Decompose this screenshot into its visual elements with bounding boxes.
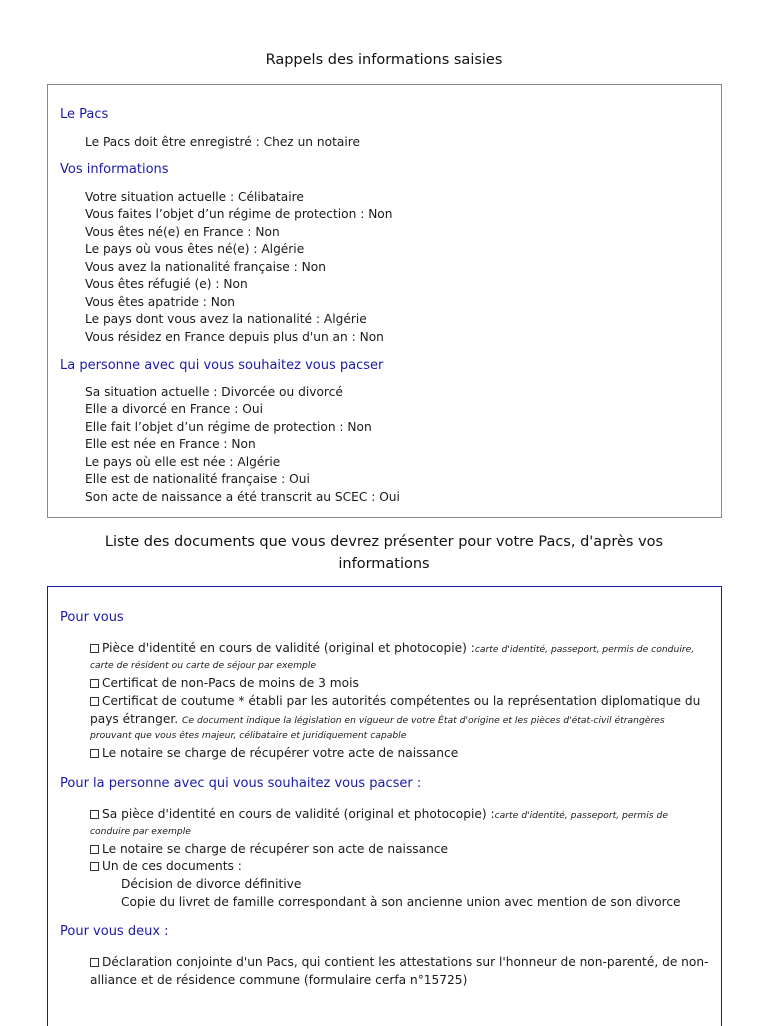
checkbox[interactable] (90, 697, 99, 706)
info-line: Vous avez la nationalité française : Non (85, 260, 326, 274)
checkbox[interactable] (90, 679, 99, 688)
doc-item: Pièce d'identité en cours de validité (original et photocopie) :carte d'identité, passeport, permis de conduire, (90, 641, 694, 655)
doc-item: Certificat de coutume * établi par les autorités compétentes ou la représentation diplomatique du (90, 694, 700, 708)
pour-partner-heading: Pour la personne avec qui vous souhaitez vous pacser : (60, 776, 422, 791)
pour-deux-heading: Pour vous deux : (60, 924, 169, 939)
partner-line: Sa situation actuelle : Divorcée ou divorcé (85, 385, 343, 399)
doc-item-continued: alliance et de résidence commune (formulaire cerfa n°15725) (90, 973, 468, 987)
recap-title: Rappels des informations saisies (265, 52, 503, 68)
doc-note: conduire par exemple (90, 826, 191, 837)
doc-item: Un de ces documents : (90, 859, 242, 873)
doc-item: Déclaration conjointe d'un Pacs, qui contient les attestations sur l'honneur de non-parenté, de non- (90, 955, 709, 969)
pour-vous-heading: Pour vous (60, 610, 124, 625)
checkbox[interactable] (90, 810, 99, 819)
doc-item: Le notaire se charge de récupérer son acte de naissance (90, 842, 448, 856)
doc-sub-item: Copie du livret de famille correspondant à son ancienne union avec mention de son divorce (121, 895, 681, 909)
checkbox[interactable] (90, 644, 99, 653)
doc-item: Le notaire se charge de récupérer votre acte de naissance (90, 746, 458, 760)
partner-line: Son acte de naissance a été transcrit au SCEC : Oui (85, 490, 400, 504)
info-line: Le pays où vous êtes né(e) : Algérie (85, 242, 305, 256)
partner-line: Le pays où elle est née : Algérie (85, 455, 281, 469)
partner-heading: La personne avec qui vous souhaitez vous pacser (60, 358, 384, 373)
info-line: Vous êtes apatride : Non (85, 295, 236, 309)
doc-item: Certificat de non-Pacs de moins de 3 mois (90, 676, 359, 690)
info-line: Vous êtes né(e) en France : Non (85, 225, 280, 239)
checkbox[interactable] (90, 958, 99, 967)
vos-informations-heading: Vos informations (60, 162, 169, 177)
documents-title: Liste des documents que vous devrez présenter pour votre Pacs, d'après vos informations (104, 534, 664, 572)
checkbox[interactable] (90, 845, 99, 854)
documents-box (47, 586, 722, 1026)
checkbox[interactable] (90, 749, 99, 758)
doc-item-continued: pays étranger. Ce document indique la législation en vigueur de votre État d'origine et les pièces d'état-civil étrangères (90, 712, 665, 726)
pacs-line: Le Pacs doit être enregistré : Chez un notaire (85, 135, 360, 149)
info-line: Vous faites l’objet d’un régime de protection : Non (85, 207, 393, 221)
info-line: Votre situation actuelle : Célibataire (85, 190, 304, 204)
checkbox[interactable] (90, 862, 99, 871)
doc-item: Sa pièce d'identité en cours de validité (original et photocopie) :carte d'identité, passeport, permis de (90, 807, 668, 821)
partner-line: Elle a divorcé en France : Oui (85, 402, 263, 416)
pacs-heading: Le Pacs (60, 107, 109, 122)
doc-note: prouvant que vous êtes majeur, célibataire et juridiquement capable (90, 730, 407, 741)
info-line: Vous résidez en France depuis plus d'un an : Non (85, 330, 384, 344)
doc-sub-item: Décision de divorce définitive (121, 877, 302, 891)
partner-line: Elle est née en France : Non (85, 437, 256, 451)
partner-line: Elle fait l’objet d’un régime de protection : Non (85, 420, 372, 434)
partner-line: Elle est de nationalité française : Oui (85, 472, 310, 486)
info-line: Vous êtes réfugié (e) : Non (85, 277, 248, 291)
doc-note: carte de résident ou carte de séjour par exemple (90, 660, 317, 671)
recap-box (47, 84, 722, 518)
info-line: Le pays dont vous avez la nationalité : Algérie (85, 312, 367, 326)
